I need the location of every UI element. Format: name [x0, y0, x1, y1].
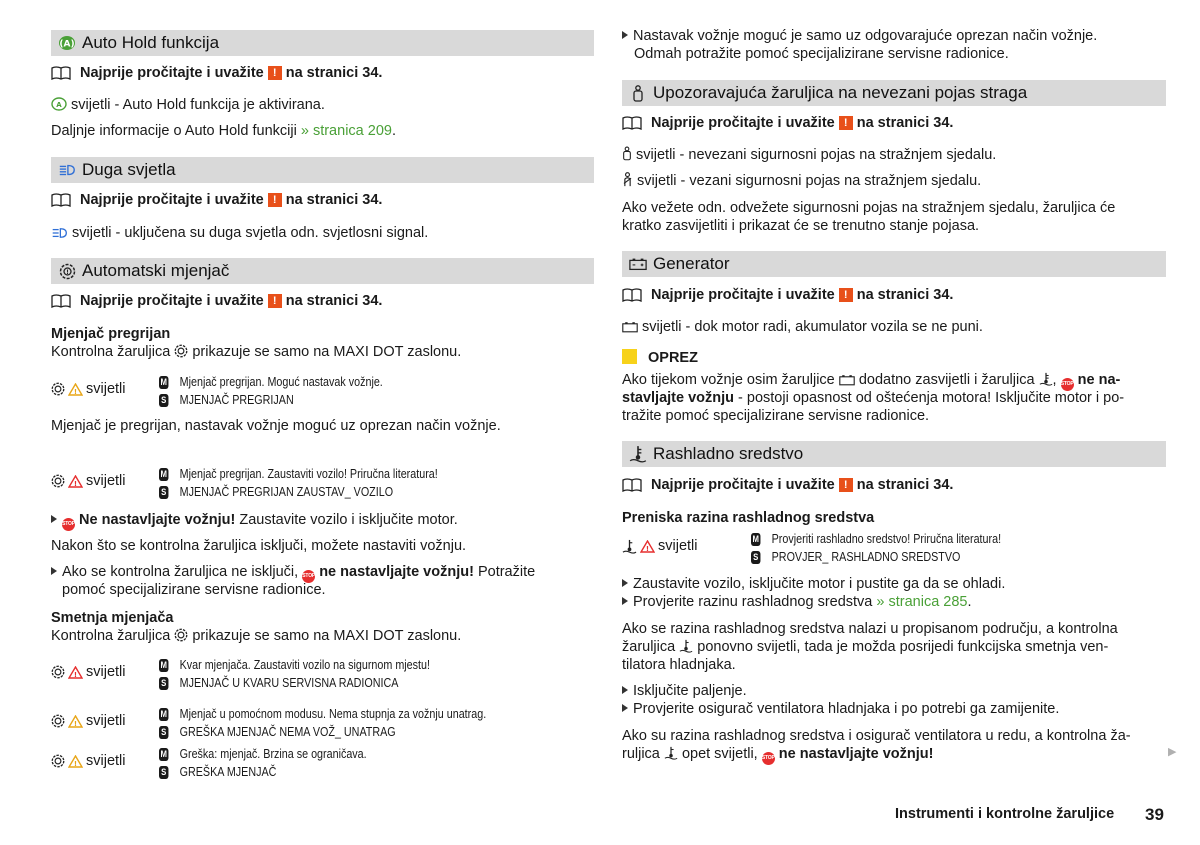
bullet-arrow-icon	[622, 686, 628, 694]
section-title: Rashladno sredstvo	[653, 444, 804, 463]
high-beam-icon	[51, 227, 68, 239]
seatbelt-unbuckled-icon	[622, 146, 632, 161]
bullet-arrow-icon	[622, 579, 628, 587]
warning-ref-icon: !	[268, 193, 282, 207]
warning-row	[622, 530, 1166, 566]
next-page-arrow-icon: ▶	[1168, 746, 1177, 758]
coolant-final-l2: ruljica opet svijetli, STOP ne nastavljajte vožnju!	[622, 745, 1166, 765]
stop-icon: STOP	[302, 570, 315, 583]
lamp-cell: ! svijetli	[51, 465, 159, 489]
coolant-para-l3: tilatora hladnjaka.	[622, 657, 736, 673]
lamp-cell: ! svijetli	[51, 373, 159, 397]
bullet-arrow-icon	[622, 704, 628, 712]
coolant-bullet-2: Provjerite razinu rashladnog sredstva » stranica 285.	[622, 593, 1166, 611]
overheat-intro: Kontrolna žaruljica prikazuje se samo na MAXI DOT zaslonu.	[51, 344, 462, 360]
section-header-high-beam	[51, 157, 594, 183]
caution-line-1: Ako tijekom vožnje osim žaruljice dodatno zasvijetli i žaruljica , STOP ne na-	[622, 371, 1166, 391]
maxi-dot-message: M Greška: mjenjač. Brzina se ograničava.	[160, 747, 367, 761]
warning-ref-icon: !	[268, 66, 282, 80]
coolant-bullet-1: Zaustavite vozilo, isključite motor i pustite ga da se ohladi.	[622, 575, 1166, 593]
read-first-note: Najprije pročitajte i uvažite ! na stranici 34.	[51, 291, 594, 311]
svg-text:!: !	[73, 670, 78, 679]
bullet-arrow-icon	[622, 31, 628, 39]
autohold-icon	[58, 34, 76, 52]
coolant-icon	[664, 746, 678, 760]
caution-line-3: tražite pomoć specijalizirane servisne radionice.	[622, 408, 930, 424]
gearbox-icon	[174, 344, 188, 358]
bullet-lamp-not-off: Ako se kontrolna žaruljica ne isključi, STOP ne nastavljajte vožnju! Potražite	[51, 563, 594, 583]
warning-triangle-yellow-icon	[68, 383, 83, 396]
coolant-icon	[622, 539, 637, 554]
coolant-bullet-4: Provjerite osigurač ventilatora hladnjaka i po potrebi ga zamijenite.	[622, 700, 1166, 718]
coolant-icon	[1039, 372, 1053, 386]
lamp-cell: ! svijetli	[51, 745, 159, 769]
section-header-seatbelt	[622, 80, 1166, 106]
section-title: Automatski mjenjač	[82, 261, 230, 280]
auto-hold-lamp-text: A svijetli - Auto Hold funkcija je aktivirana.	[51, 96, 594, 114]
footer-section-title: Instrumenti i kontrolne žaruljice	[895, 806, 1115, 822]
svg-text:!: !	[73, 759, 78, 768]
section-title: Auto Hold funkcija	[82, 33, 220, 52]
bullet-arrow-icon	[622, 597, 628, 605]
gearbox-icon	[174, 628, 188, 642]
warning-ref-icon: !	[839, 478, 853, 492]
svg-text:!: !	[65, 268, 69, 276]
caution-icon	[622, 349, 637, 364]
bullet-lamp-not-off-cont: pomoć specijalizirane servisne radionice.	[62, 582, 326, 598]
warning-row	[51, 745, 594, 781]
segment-display-message: S GREŠKA MJENJAČ NEMA VOŽ_ UNATRAG	[159, 723, 486, 741]
coolant-icon	[629, 445, 647, 463]
after-lamp-off: Nakon što se kontrolna žaruljica isključi, možete nastaviti vožnju.	[51, 538, 467, 554]
read-first-note: Najprije pročitajte i uvažite ! na stranici 34.	[622, 475, 1166, 495]
segment-display-message: S MJENJAČ PREGRIJAN	[159, 391, 383, 409]
stop-icon: STOP	[762, 752, 775, 765]
gearbox-icon	[58, 262, 76, 280]
display-messages	[751, 530, 1042, 566]
warning-row	[51, 656, 594, 692]
seatbelt-unbuckled-text: svijetli - nevezani sigurnosni pojas na stražnjem sjedalu.	[622, 146, 1166, 164]
subheading-overheat: Mjenjač pregrijan	[51, 326, 171, 342]
page-number: 39	[1145, 805, 1164, 824]
fault-intro: Kontrolna žaruljica prikazuje se samo na MAXI DOT zaslonu.	[51, 628, 462, 644]
svg-text:!: !	[73, 479, 78, 488]
read-first-note: Najprije pročitajte i uvažite ! na stranici 34.	[622, 113, 1166, 133]
coolant-final-l1: Ako su razina rashladnog sredstva i osigurač ventilatora u redu, a kontrolna ža-	[622, 728, 1131, 744]
seatbelt-paragraph-l1: Ako vežete odn. odvežete sigurnosni pojas na stražnjem sjedalu, žaruljica će	[622, 200, 1116, 216]
bullet-stop: STOP Ne nastavljajte vožnju! Zaustavite vozilo i isključite motor.	[51, 511, 594, 531]
stop-icon: STOP	[62, 518, 75, 531]
top-bullet: Nastavak vožnje moguć je samo uz odgovarajuće oprezan način vožnje.	[622, 27, 1166, 45]
bullet-arrow-icon	[51, 515, 57, 523]
svg-text:!: !	[73, 719, 78, 728]
svg-text:!: !	[73, 387, 78, 396]
maxi-dot-message: M Mjenjač u pomoćnom modusu. Nema stupnja za vožnju unatrag.	[160, 707, 487, 721]
warning-row	[51, 373, 594, 409]
battery-icon	[622, 321, 638, 333]
auto-hold-more-info: Daljnje informacije o Auto Hold funkciji » stranica 209.	[51, 123, 396, 139]
seatbelt-paragraph-l2: kratko zasvijetliti i prikazat će se trenutno stanje pojasa.	[622, 218, 980, 234]
warning-row	[51, 705, 594, 741]
book-icon	[51, 193, 71, 207]
book-icon	[622, 116, 642, 130]
warning-ref-icon: !	[268, 294, 282, 308]
warning-triangle-red-icon	[640, 540, 655, 553]
bullet-arrow-icon	[51, 567, 57, 575]
segment-display-message: S MJENJAČ PREGRIJAN ZAUSTAV_ VOZILO	[159, 483, 438, 501]
svg-text:(A): (A)	[59, 39, 75, 50]
book-icon	[622, 288, 642, 302]
coolant-para-l2: žaruljica ponovno svijetli, tada je možda posrijedi funkcijska smetnja ven-	[622, 639, 1109, 655]
page-link-285[interactable]: » stranica 285	[876, 594, 968, 610]
section-title: Duga svjetla	[82, 160, 176, 179]
gearbox-icon	[51, 382, 65, 396]
seatbelt-buckled-icon	[622, 172, 633, 187]
maxi-dot-message: M Kvar mjenjača. Zaustaviti vozilo na sigurnom mjestu!	[160, 658, 430, 672]
stop-icon: STOP	[1061, 378, 1074, 391]
warning-ref-icon: !	[839, 116, 853, 130]
lamp-cell: ! svijetli	[622, 530, 751, 554]
display-messages	[159, 465, 483, 501]
coolant-para-l1: Ako se razina rashladnog sredstva nalazi u propisanom području, a kontrolna	[622, 621, 1118, 637]
warning-triangle-yellow-icon	[68, 755, 83, 768]
top-bullet-cont: Odmah potražite pomoć specijalizirane servisne radionice.	[634, 46, 1009, 62]
lamp-cell: ! svijetli	[51, 705, 159, 729]
book-icon	[622, 478, 642, 492]
book-icon	[51, 66, 71, 80]
warning-ref-icon: !	[839, 288, 853, 302]
maxi-dot-message: M Mjenjač pregrijan. Zaustaviti vozilo! Priručna literatura!	[160, 467, 438, 481]
autohold-icon	[51, 97, 67, 111]
book-icon	[51, 294, 71, 308]
coolant-icon	[679, 639, 693, 653]
generator-lamp-text: svijetli - dok motor radi, akumulator vozila se ne puni.	[622, 318, 1166, 336]
section-header-generator	[622, 251, 1166, 277]
gearbox-icon	[51, 754, 65, 768]
maxi-dot-message: M Mjenjač pregrijan. Moguć nastavak vožnje.	[160, 375, 383, 389]
gearbox-icon	[51, 714, 65, 728]
seatbelt-buckled-text: svijetli - vezani sigurnosni pojas na stražnjem sjedalu.	[622, 172, 1166, 190]
caution-title: OPREZ	[622, 349, 1166, 367]
battery-icon	[839, 374, 855, 386]
svg-text:A: A	[56, 101, 62, 109]
warning-triangle-red-icon	[68, 666, 83, 679]
high-beam-lamp-text: svijetli - uključena su duga svjetla odn. svjetlosni signal.	[51, 224, 594, 242]
subheading-low-coolant: Preniska razina rashladnog sredstva	[622, 510, 875, 526]
section-header-auto-hold	[51, 30, 594, 56]
coolant-bullet-3: Isključite paljenje.	[622, 682, 1166, 700]
maxi-dot-message: M Provjeriti rashladno sredstvo! Priručna literatura!	[752, 532, 1002, 546]
page-link-209[interactable]: » stranica 209	[300, 123, 392, 139]
read-first-note: Najprije pročitajte i uvažite ! na stranici 34.	[51, 190, 594, 210]
segment-display-message: S MJENJAČ U KVARU SERVISNA RADIONICA	[159, 674, 430, 692]
section-title: Generator	[653, 254, 730, 273]
overheat-paragraph: Mjenjač je pregrijan, nastavak vožnje moguć uz oprezan način vožnje.	[51, 418, 501, 434]
warning-triangle-yellow-icon	[68, 715, 83, 728]
segment-display-message: S GREŠKA MJENJAČ	[159, 763, 367, 781]
high-beam-icon	[58, 161, 76, 179]
segment-display-message: S PROVJER_ RASHLADNO SREDSTVO	[751, 548, 1001, 566]
warning-row	[51, 465, 594, 501]
display-messages	[159, 745, 400, 781]
caution-line-2: stavljajte vožnju - postoji opasnost od oštećenja motora! Isključite motor i po-	[622, 390, 1125, 406]
svg-text:!: !	[645, 544, 650, 553]
warning-triangle-red-icon	[68, 475, 83, 488]
segment-label: S	[159, 394, 168, 407]
read-first-note: Najprije pročitajte i uvažite ! na stranici 34.	[51, 63, 594, 83]
section-header-gearbox	[51, 258, 594, 284]
subheading-fault: Smetnja mjenjača	[51, 610, 174, 626]
display-messages	[159, 656, 474, 692]
battery-icon	[629, 255, 647, 273]
section-header-coolant	[622, 441, 1166, 467]
display-messages	[159, 705, 539, 741]
lamp-cell: ! svijetli	[51, 656, 159, 680]
section-title: Upozoravajuća žaruljica na nevezani pojas straga	[653, 83, 1028, 102]
seatbelt-unbuckled-icon	[629, 84, 647, 102]
maxi-dot-label: M	[160, 377, 167, 387]
read-first-note: Najprije pročitajte i uvažite ! na stranici 34.	[622, 285, 1166, 305]
gearbox-icon	[51, 474, 65, 488]
gearbox-icon	[51, 665, 65, 679]
display-messages	[159, 373, 419, 409]
